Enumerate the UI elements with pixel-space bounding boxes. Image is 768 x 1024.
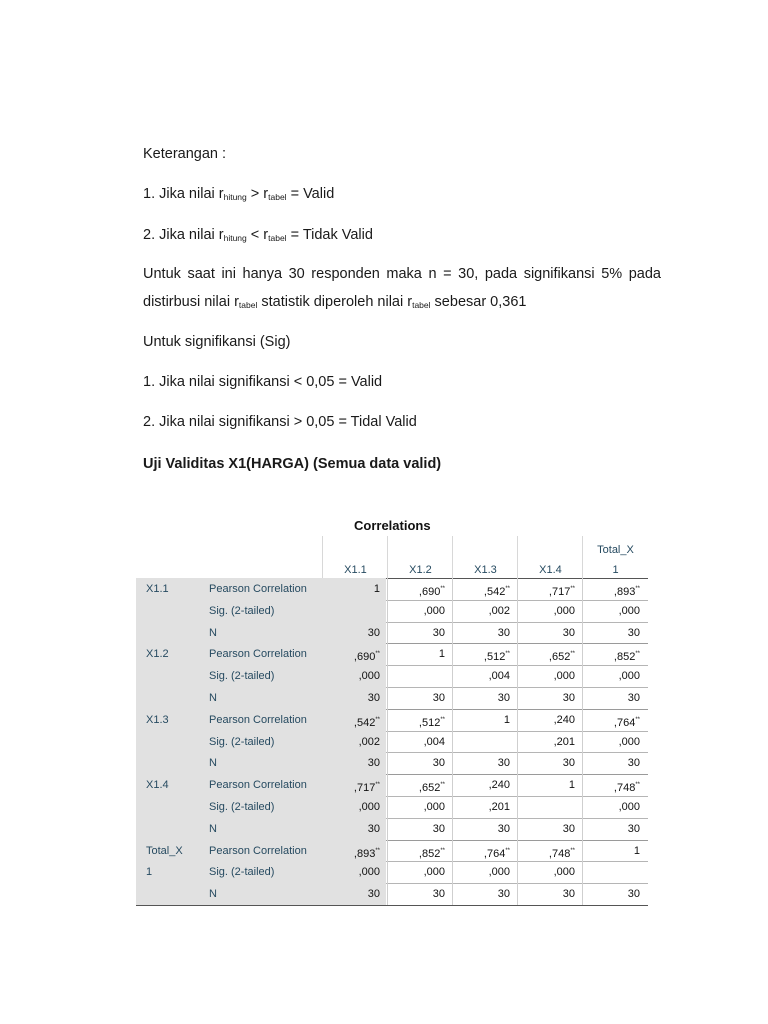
table-cell	[323, 600, 380, 622]
table-cell	[453, 883, 510, 905]
cell-value: ,002	[358, 735, 380, 748]
stat-label-text: N	[209, 888, 217, 901]
table-cell	[453, 665, 510, 687]
significance-marker: **	[375, 716, 380, 723]
significance-marker: **	[635, 782, 640, 789]
header-separator	[387, 536, 388, 578]
row-group-label-top: Total_X	[146, 844, 183, 857]
cell-value: ,542	[353, 716, 376, 729]
stat-label-text: N	[209, 822, 217, 835]
table-cell	[583, 643, 640, 665]
significance-marker: **	[635, 586, 640, 592]
table-cell	[388, 796, 445, 818]
cell-value: 30	[497, 757, 510, 770]
cell-value: 1	[633, 844, 640, 857]
stat-label-text: Pearson Correlation	[209, 583, 307, 595]
stat-label-text: N	[209, 692, 217, 704]
stat-label-text: Sig. (2-tailed)	[209, 670, 275, 683]
table-cell	[518, 643, 575, 665]
table-cell	[323, 643, 380, 665]
cell-value: ,000	[358, 670, 380, 683]
table-cell	[388, 840, 445, 862]
sig-rule-1: 1. Jika nilai signifikansi < 0,05 = Valid	[143, 374, 383, 390]
cell-value: ,000	[618, 670, 640, 683]
stat-label-text: Sig. (2-tailed)	[209, 801, 275, 813]
cell-value: 30	[497, 822, 510, 835]
row-group-label-text: X1.2	[146, 648, 169, 661]
cell-value: ,764	[483, 847, 506, 860]
cell-value: ,690	[353, 651, 376, 664]
table-cell	[518, 709, 575, 731]
significance-marker: **	[375, 847, 380, 854]
cell-value: ,000	[423, 866, 445, 879]
column-header	[323, 536, 388, 578]
table-cell	[388, 731, 445, 753]
table-cell	[388, 687, 445, 709]
cell-value: 30	[627, 692, 640, 704]
table-cell	[583, 818, 640, 840]
cell-value: ,000	[618, 735, 640, 748]
column-divider	[387, 578, 388, 905]
table-cell	[453, 687, 510, 709]
cell-value: ,201	[488, 801, 510, 813]
cell-value: ,000	[553, 866, 575, 879]
row-group-label	[136, 709, 199, 774]
cell-value: ,004	[423, 735, 445, 748]
significance-marker: **	[440, 847, 445, 854]
cell-value: ,512	[483, 651, 506, 664]
cell-value: 30	[627, 626, 640, 639]
cell-value: ,000	[358, 801, 380, 813]
table-cell	[323, 731, 380, 753]
table-cell	[323, 840, 380, 862]
cell-value: 1	[568, 779, 575, 792]
stat-label-text: Pearson Correlation	[209, 648, 307, 661]
cell-value: ,000	[423, 801, 445, 813]
cell-value: 30	[367, 888, 380, 901]
cell-value: ,002	[488, 604, 510, 617]
row-group-label	[136, 840, 199, 905]
cell-value: ,717	[548, 586, 571, 598]
cell-value: 30	[432, 626, 445, 639]
table-cell	[323, 622, 380, 644]
cell-value: 30	[627, 888, 640, 901]
table-cell	[518, 622, 575, 644]
column-divider	[452, 578, 453, 905]
significance-marker: **	[505, 651, 510, 658]
cell-value: 30	[562, 626, 575, 639]
cell-value: ,000	[488, 866, 510, 879]
table-cell	[518, 578, 575, 600]
table-cell	[583, 752, 640, 774]
cell-value: 30	[367, 692, 380, 704]
cell-value: ,512	[418, 716, 441, 729]
table-cell	[518, 796, 575, 818]
significance-marker: **	[635, 716, 640, 723]
table-cell	[453, 840, 510, 862]
table-cell	[388, 883, 445, 905]
column-header-label-top: Total_X	[597, 544, 634, 556]
table-cell	[518, 687, 575, 709]
column-header	[583, 536, 648, 578]
section-heading: Uji Validitas X1(HARGA) (Semua data valid)	[143, 456, 442, 472]
significance-marker: **	[570, 586, 575, 592]
cell-value: 30	[367, 822, 380, 835]
cell-value: ,000	[553, 604, 575, 617]
table-cell	[453, 643, 510, 665]
table-cell	[388, 818, 445, 840]
cell-value: 30	[367, 626, 380, 639]
header-separator	[452, 536, 453, 578]
cell-value: ,652	[548, 651, 571, 664]
cell-value: ,717	[353, 782, 376, 795]
significance-marker: **	[440, 716, 445, 723]
significance-marker: **	[570, 847, 575, 854]
table-cell	[323, 578, 380, 600]
cell-value: 1	[438, 648, 445, 661]
stat-label-text: N	[209, 626, 217, 639]
table-cell	[583, 861, 640, 883]
table-cell	[518, 774, 575, 796]
table-cell	[323, 818, 380, 840]
cell-value: 30	[497, 888, 510, 901]
table-cell	[518, 861, 575, 883]
stat-label-text: N	[209, 757, 217, 770]
table-cell	[453, 752, 510, 774]
stat-label-text: Pearson Correlation	[209, 779, 307, 792]
table-cell	[323, 796, 380, 818]
significance-marker: **	[375, 651, 380, 658]
cell-value: ,764	[613, 716, 636, 729]
column-header-label: X1.2	[409, 564, 432, 576]
row-group-label	[136, 643, 199, 708]
cell-value: 30	[627, 822, 640, 835]
table-cell	[388, 774, 445, 796]
cell-value: ,000	[423, 604, 445, 617]
table-cell	[583, 665, 640, 687]
header-separator	[582, 536, 583, 578]
table-cell	[388, 600, 445, 622]
row-group-label	[136, 774, 199, 839]
cell-value: 30	[562, 757, 575, 770]
table-cell	[583, 731, 640, 753]
table-cell	[518, 752, 575, 774]
significance-marker: **	[635, 651, 640, 658]
table-cell	[583, 709, 640, 731]
cell-value: ,748	[548, 847, 571, 860]
table-cell	[453, 709, 510, 731]
sig-rule-2: 2. Jika nilai signifikansi > 0,05 = Tidal Valid	[143, 414, 417, 430]
table-cell	[323, 861, 380, 883]
row-group-label-text: X1.1	[146, 583, 169, 595]
row-group-label-bottom: 1	[146, 866, 153, 879]
cell-value: ,240	[553, 713, 575, 726]
table-cell	[388, 578, 445, 600]
row-group-label	[136, 578, 199, 643]
table-cell	[323, 709, 380, 731]
table-cell	[583, 774, 640, 796]
column-divider	[517, 578, 518, 905]
cell-value: ,240	[488, 779, 510, 792]
table-cell	[453, 774, 510, 796]
cell-value: 30	[562, 822, 575, 835]
table-cell	[453, 578, 510, 600]
cell-value: ,000	[553, 670, 575, 683]
cell-value: 1	[503, 713, 510, 726]
table-cell	[388, 665, 445, 687]
group-separator	[136, 905, 648, 906]
paragraph-line-2: distirbusi nilai $r_{tabel}$ statistik diperoleh nilai $r_{tabel}$ sebesar 0,361	[143, 294, 527, 310]
column-header	[518, 536, 583, 578]
cell-value: ,852	[418, 847, 441, 860]
table-cell	[453, 861, 510, 883]
cell-value: ,004	[488, 670, 510, 683]
table-cell	[453, 731, 510, 753]
cell-value: 30	[562, 692, 575, 704]
table-cell	[323, 665, 380, 687]
table-cell	[388, 861, 445, 883]
significance-marker: **	[570, 651, 575, 658]
table-cell	[583, 796, 640, 818]
cell-value: ,000	[618, 604, 640, 617]
cell-value: 1	[373, 583, 380, 595]
cell-value: ,201	[553, 735, 575, 748]
row-group-label-text: X1.4	[146, 779, 169, 792]
cell-value: 30	[432, 757, 445, 770]
table-cell	[583, 840, 640, 862]
stat-label-text: Pearson Correlation	[209, 713, 307, 726]
cell-value: 30	[562, 888, 575, 901]
row-group-label-text: X1.3	[146, 713, 169, 726]
header-separator	[517, 536, 518, 578]
cell-value: 30	[627, 757, 640, 770]
column-header-label: X1.4	[539, 564, 562, 576]
table-cell	[388, 622, 445, 644]
cell-value: ,542	[483, 586, 506, 598]
table-cell	[518, 883, 575, 905]
column-header-label: X1.1	[344, 564, 367, 576]
table-cell	[453, 600, 510, 622]
cell-value: ,852	[613, 651, 636, 664]
cell-value: ,690	[418, 586, 441, 598]
column-header	[388, 536, 453, 578]
significance-marker: **	[440, 586, 445, 592]
cell-value: 30	[497, 626, 510, 639]
table-cell	[453, 796, 510, 818]
significance-marker: **	[375, 782, 380, 789]
stat-label-text: Sig. (2-tailed)	[209, 604, 275, 617]
cell-value: 30	[432, 888, 445, 901]
table-title: Correlations	[354, 518, 431, 533]
table-cell	[518, 665, 575, 687]
keterangan-label: Keterangan :	[143, 146, 227, 162]
stat-label-text: Sig. (2-tailed)	[209, 866, 275, 879]
table-cell	[453, 818, 510, 840]
cell-value: ,893	[353, 847, 376, 860]
significance-marker: **	[505, 847, 510, 854]
table-cell	[583, 578, 640, 600]
cell-value: ,652	[418, 782, 441, 795]
table-cell	[323, 687, 380, 709]
table-cell	[388, 709, 445, 731]
table-cell	[388, 643, 445, 665]
stat-label-text: Pearson Correlation	[209, 844, 307, 857]
header-separator	[322, 536, 323, 578]
column-divider	[582, 578, 583, 905]
rule-2: 2. Jika nilai $r_{hitung} < r_{tabel}$ = Tidak Valid	[143, 227, 373, 243]
table-cell	[583, 600, 640, 622]
cell-value: ,748	[613, 782, 636, 795]
cell-value: ,000	[618, 801, 640, 813]
table-cell	[323, 883, 380, 905]
sig-title: Untuk signifikansi (Sig)	[143, 334, 291, 350]
table-cell	[453, 622, 510, 644]
table-cell	[518, 818, 575, 840]
significance-marker: **	[440, 782, 445, 789]
table-cell	[518, 840, 575, 862]
cell-value: 30	[432, 692, 445, 704]
paragraph-line-1: Untuk saat ini hanya 30 responden maka n = 30, pada signifikansi 5% pada	[143, 266, 661, 282]
cell-value: 30	[367, 757, 380, 770]
table-cell	[583, 622, 640, 644]
table-cell	[323, 752, 380, 774]
stat-label-text: Sig. (2-tailed)	[209, 735, 275, 748]
table-cell	[518, 731, 575, 753]
cell-value: ,000	[358, 866, 380, 879]
table-cell	[388, 752, 445, 774]
rule-1: 1. Jika nilai $r_{hitung} > r_{tabel}$ = Valid	[143, 186, 335, 202]
table-cell	[323, 774, 380, 796]
cell-value: ,893	[613, 586, 636, 598]
significance-marker: **	[505, 586, 510, 592]
column-header-label: X1.3	[474, 564, 497, 576]
cell-value: 30	[432, 822, 445, 835]
column-header-label-bottom: 1	[612, 564, 619, 576]
cell-value: 30	[497, 692, 510, 704]
table-cell	[583, 687, 640, 709]
table-cell	[518, 600, 575, 622]
table-cell	[583, 883, 640, 905]
column-header	[453, 536, 518, 578]
